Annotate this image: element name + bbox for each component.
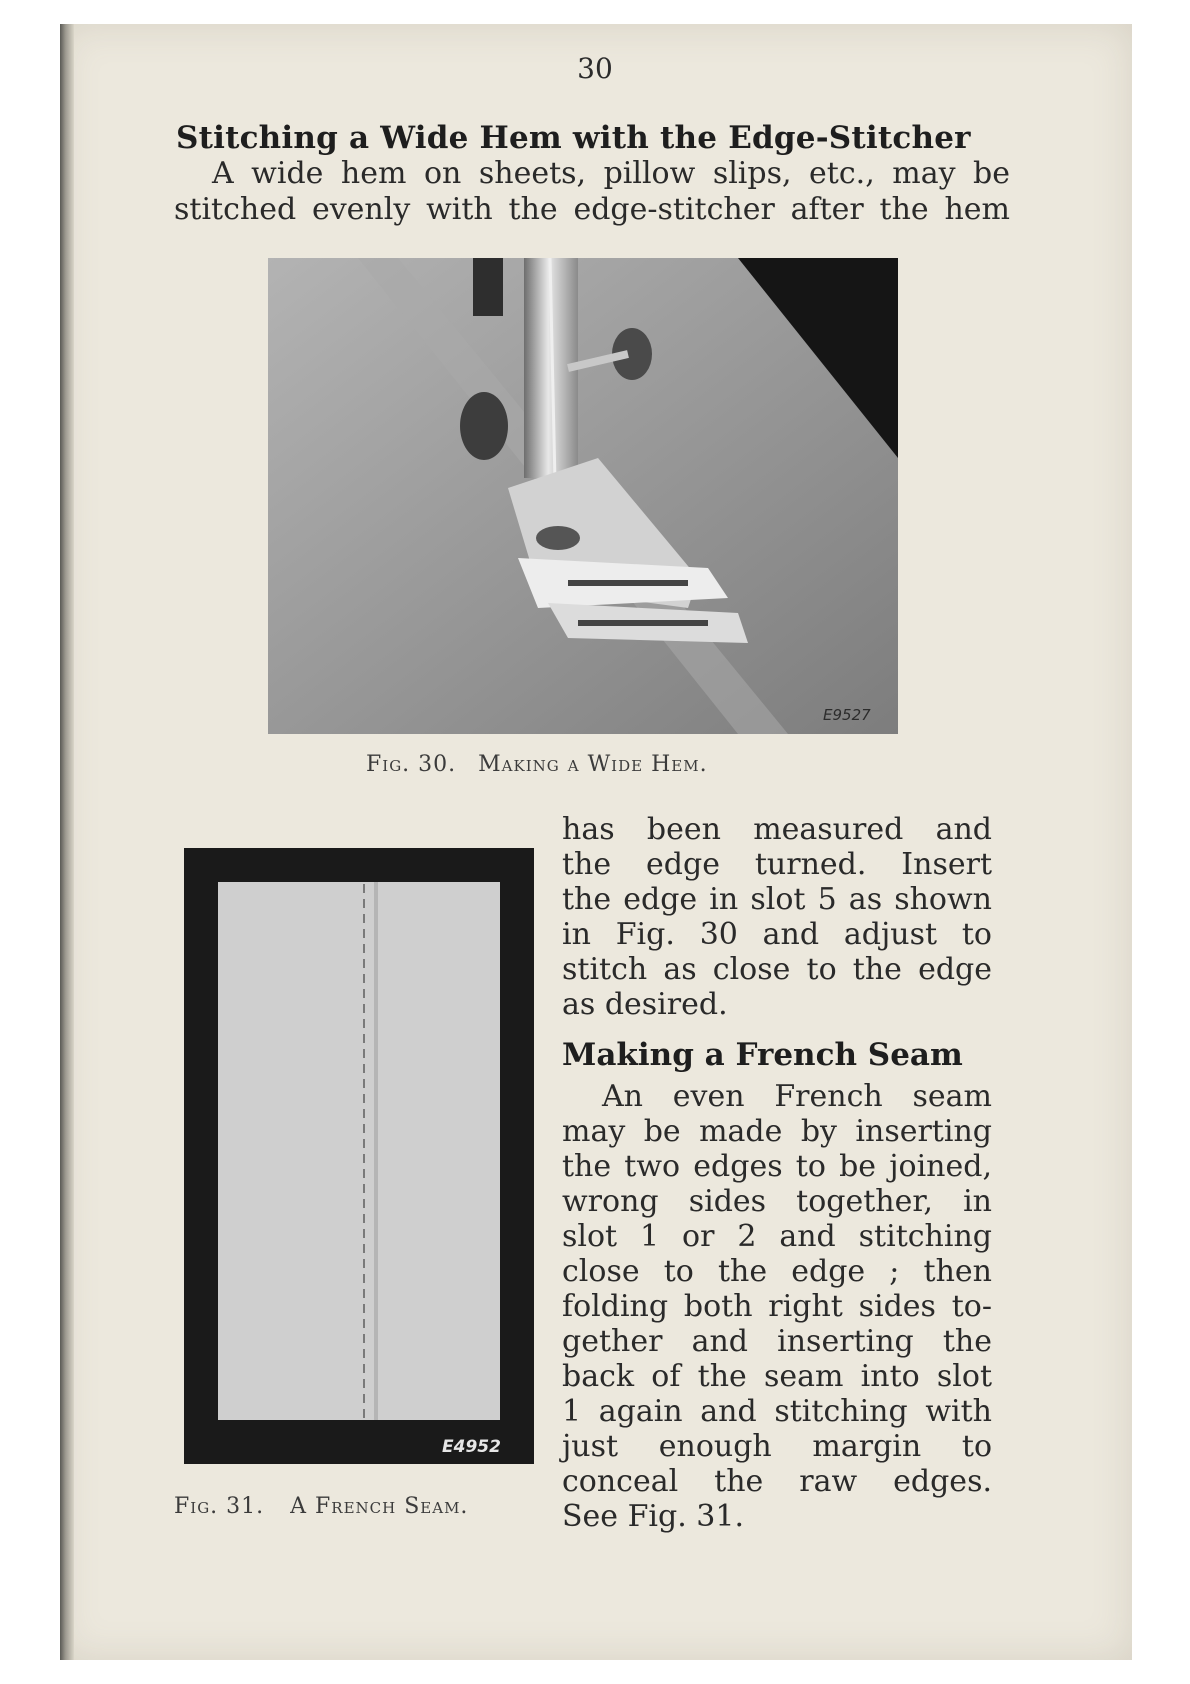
- intro-line: A wide hem on sheets, pillow slips, etc., may be: [212, 156, 1010, 191]
- section-heading-wide-hem: Stitching a Wide Hem with the Edge-Stitcher: [176, 120, 971, 156]
- text-line: back of the seam into slot: [562, 1359, 992, 1394]
- figure-30-number: Fig. 30.: [366, 752, 457, 777]
- thumb-screw-left: [460, 392, 508, 460]
- section-heading-french-seam: Making a French Seam: [562, 1037, 963, 1073]
- edge-stitcher-illustration: [268, 258, 898, 734]
- text-line: See Fig. 31.: [562, 1499, 744, 1534]
- needle-clamp: [473, 258, 503, 316]
- seam-fold: [374, 882, 378, 1420]
- text-line: gether and inserting the: [562, 1324, 992, 1359]
- figure-31-title: A French Seam.: [290, 1494, 469, 1519]
- figure-31-photo: [184, 848, 534, 1464]
- plate-code-31: E4952: [442, 1437, 501, 1457]
- text-line: 1 again and stitching with: [562, 1394, 992, 1429]
- text-line: wrong sides together, in: [562, 1184, 992, 1219]
- text-line: may be made by inserting: [562, 1114, 992, 1149]
- text-line: has been measured and: [562, 812, 992, 847]
- plate-code-30: E9527: [823, 706, 871, 724]
- figure-30-caption: [366, 752, 708, 777]
- text-line: the edge turned. Insert: [562, 847, 992, 882]
- figure-31-caption: [174, 1494, 468, 1519]
- right-text-column: [562, 812, 992, 1534]
- text-line: just enough margin to: [562, 1429, 992, 1464]
- page-binding-edge: [60, 24, 74, 1660]
- french-seam-illustration: [184, 848, 534, 1464]
- page-number: 30: [577, 52, 613, 85]
- text-line: the edge in slot 5 as shown: [562, 882, 992, 917]
- slot-2: [578, 620, 708, 626]
- text-line: close to the edge ; then: [562, 1254, 992, 1289]
- slot-1: [568, 580, 688, 586]
- text-line: the two edges to be joined,: [562, 1149, 992, 1184]
- figure-30-photo: [268, 258, 898, 734]
- fabric-swatch: [218, 882, 500, 1420]
- text-line: in Fig. 30 and adjust to: [562, 917, 992, 952]
- figure-30-title: Making a Wide Hem.: [478, 752, 708, 777]
- text-line: as desired.: [562, 987, 728, 1022]
- text-line: An even French seam: [602, 1079, 992, 1114]
- text-line: stitch as close to the edge: [562, 952, 992, 987]
- needle-hole: [536, 526, 580, 550]
- text-line: folding both right sides to-: [562, 1289, 992, 1324]
- intro-paragraph: [174, 156, 1010, 228]
- figure-31-number: Fig. 31.: [174, 1494, 265, 1519]
- text-line: slot 1 or 2 and stitching: [562, 1219, 992, 1254]
- intro-line: stitched evenly with the edge-stitcher after the hem: [174, 192, 1010, 227]
- text-line: conceal the raw edges.: [562, 1464, 992, 1499]
